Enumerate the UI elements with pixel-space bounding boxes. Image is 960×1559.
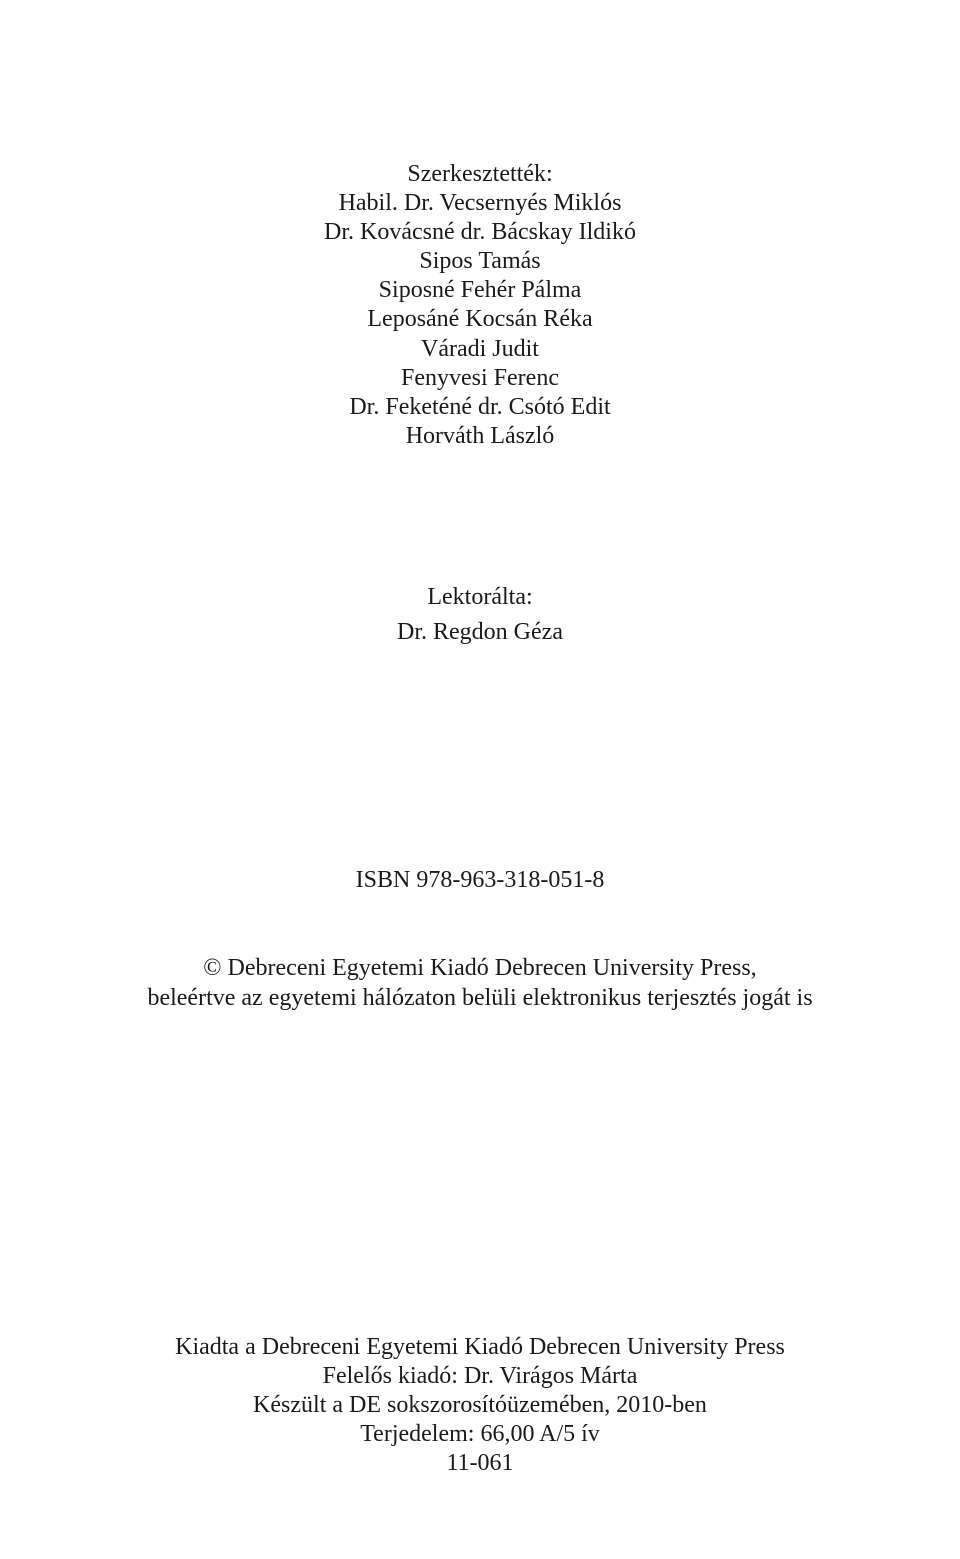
colophon-code: 11-061 — [446, 1450, 514, 1476]
isbn-number: ISBN 978-963-318-051-8 — [355, 867, 605, 893]
colophon-printed: Készült a DE sokszorosítóüzemében, 2010-ben — [253, 1392, 707, 1418]
copyright-line: © Debreceni Egyetemi Kiadó Debrecen University Press, — [203, 955, 757, 981]
editor-name: Leposáné Kocsán Réka — [367, 306, 593, 333]
editor-name: Dr. Feketéné dr. Csótó Edit — [349, 393, 611, 420]
copyright-line: beleértve az egyetemi hálózaton belüli elektronikus terjesztés jogát is — [147, 984, 813, 1011]
editor-name: Fenyvesi Ferenc — [401, 364, 559, 391]
editors-section — [0, 160, 960, 451]
colophon-extent: Terjedelem: 66,00 A/5 ív — [360, 1421, 600, 1447]
reviewer-name: Dr. Regdon Géza — [397, 619, 563, 645]
editor-name: Habil. Dr. Vecsernyés Miklós — [338, 190, 622, 217]
colophon-section — [0, 1333, 960, 1478]
editor-name: Horváth László — [405, 422, 555, 449]
editor-name: Váradi Judit — [421, 335, 539, 362]
colophon-publisher: Kiadta a Debreceni Egyetemi Kiadó Debrecen University Press — [175, 1334, 785, 1360]
editor-name: Dr. Kovácsné dr. Bácskay Ildikó — [324, 219, 636, 246]
editors-heading: Szerkesztették: — [407, 161, 553, 187]
isbn-section — [0, 866, 960, 895]
editor-name: Siposné Fehér Pálma — [378, 277, 582, 304]
copyright-section — [0, 954, 960, 1013]
reviewers-section — [0, 580, 960, 650]
editor-name: Sipos Tamás — [419, 248, 541, 275]
reviewers-heading: Lektorálta: — [427, 584, 533, 610]
colophon-responsible: Felelős kiadó: Dr. Virágos Márta — [322, 1363, 638, 1389]
